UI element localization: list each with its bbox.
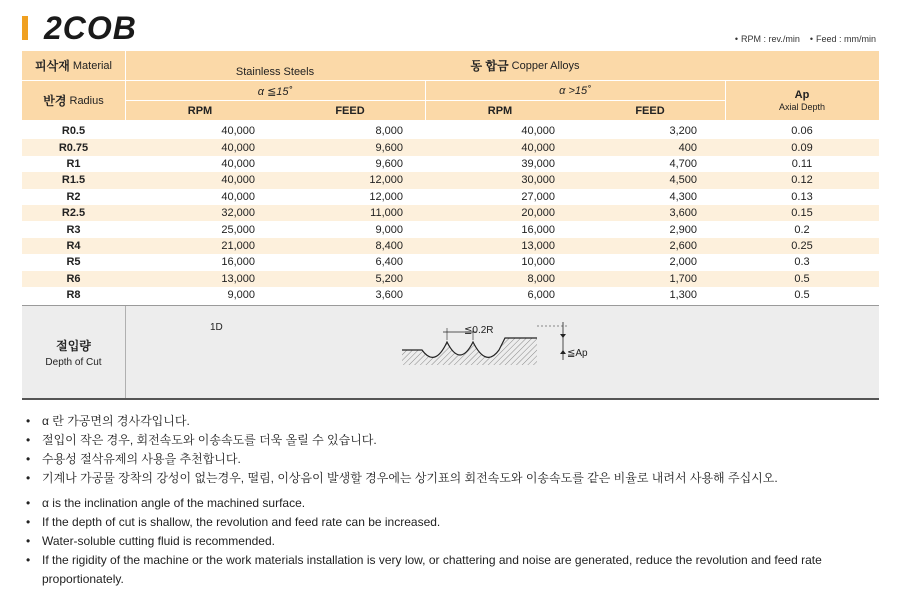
note-item: • If the rigidity of the machine or the work materials installation is very low, or chattering and noise are generated, reduce the revolution and feed rate proportionately. [24, 551, 884, 589]
radius-label-en: Radius [69, 94, 104, 107]
copper-header [425, 51, 625, 80]
material-label-ko: 피삭재 [35, 59, 70, 73]
cell-ap-value: 0.3 [794, 256, 810, 269]
ap-header [725, 81, 879, 120]
depth-of-cut-section [22, 305, 879, 400]
cell-feed-copper: 3,200 [669, 125, 697, 138]
angle-gt-header: α >15˚ [559, 85, 591, 97]
copper-label-en: Copper Alloys [511, 59, 580, 72]
rpm-header-2: RPM [487, 104, 513, 117]
cell-feed-copper: 4,700 [669, 157, 697, 170]
cell-feed-stainless: 3,600 [375, 289, 403, 302]
cell-feed-stainless: 12,000 [369, 174, 403, 187]
table-row [22, 123, 879, 139]
cell-rpm-copper: 27,000 [521, 190, 555, 203]
cell-feed-copper: 2,900 [669, 223, 697, 236]
radius-header [22, 81, 125, 120]
cell-rpm-stainless: 40,000 [221, 174, 255, 187]
cell-radius: R5 [66, 256, 81, 269]
dim-r-label: ≦0.2R [464, 325, 494, 336]
cell-rpm-stainless: 21,000 [221, 239, 255, 252]
table-row [22, 254, 879, 270]
note-item: • If the depth of cut is shallow, the revolution and feed rate can be increased. [24, 513, 884, 532]
cell-rpm-stainless: 13,000 [221, 272, 255, 285]
cell-feed-copper: 1,300 [669, 289, 697, 302]
cell-radius: R0.75 [58, 141, 89, 154]
stainless-header: Stainless Steels [235, 65, 315, 78]
units-legend [735, 34, 876, 44]
ap-sub-label: Axial Depth [778, 102, 826, 112]
table-row [22, 221, 879, 237]
cell-rpm-copper: 10,000 [521, 256, 555, 269]
cell-feed-stainless: 11,000 [370, 207, 403, 220]
cell-ap-value: 0.25 [791, 239, 813, 252]
table-row [22, 287, 879, 303]
cell-rpm-stainless: 16,000 [221, 256, 255, 269]
header-row-columns [22, 81, 879, 120]
cell-ap-value: 0.5 [794, 289, 810, 302]
cell-rpm-stainless: 32,000 [221, 207, 255, 220]
tag-1d: 1D [210, 322, 223, 333]
cell-radius: R3 [66, 223, 81, 236]
cell-rpm-copper: 13,000 [521, 239, 555, 252]
header-row-material [22, 51, 879, 81]
cell-ap-value: 0.5 [794, 272, 810, 285]
rpm-unit: • RPM : rev./min [735, 34, 800, 44]
table-row [22, 271, 879, 287]
cell-feed-stainless: 5,200 [375, 272, 403, 285]
cell-radius: R1 [66, 157, 81, 170]
cell-radius: R0.5 [61, 125, 86, 138]
table-row [22, 156, 879, 172]
cell-rpm-copper: 39,000 [521, 157, 555, 170]
rpm-header-1: RPM [187, 104, 213, 117]
cell-feed-stainless: 8,000 [375, 125, 403, 138]
table-row [22, 139, 879, 155]
cell-feed-copper: 4,300 [669, 190, 697, 203]
table-row [22, 189, 879, 205]
cell-feed-stainless: 9,600 [375, 157, 403, 170]
cell-rpm-copper: 20,000 [521, 207, 555, 220]
feed-header-2: FEED [635, 104, 665, 117]
cell-rpm-copper: 6,000 [527, 289, 555, 302]
cell-rpm-stainless: 40,000 [221, 125, 255, 138]
cell-rpm-copper: 8,000 [527, 272, 555, 285]
cell-rpm-stainless: 9,000 [227, 289, 255, 302]
cell-ap-value: 0.15 [791, 207, 813, 220]
cell-ap-value: 0.12 [791, 174, 813, 187]
cell-rpm-stainless: 25,000 [221, 223, 255, 236]
cell-feed-copper: 3,600 [669, 207, 697, 220]
cell-rpm-stainless: 40,000 [221, 141, 255, 154]
note-item: • 수용성 절삭유제의 사용을 추천합니다. [24, 450, 884, 469]
cell-ap-value: 0.13 [791, 190, 813, 203]
note-item: • 기계나 가공물 장착의 강성이 없는경우, 떨림, 이상음이 발생할 경우에는 상기표의 회전속도와 이송속도를 같은 비율로 내려서 사용해 주십시오. [24, 469, 884, 488]
depth-of-cut-label [22, 306, 126, 398]
cell-ap-value: 0.06 [791, 125, 813, 138]
depth-of-cut-en: Depth of Cut [45, 356, 102, 368]
cell-ap-value: 0.09 [791, 141, 813, 154]
note-item: • Water-soluble cutting fluid is recommended. [24, 532, 884, 551]
cell-rpm-copper: 40,000 [521, 141, 555, 154]
cell-feed-stainless: 9,000 [375, 223, 403, 236]
notes-korean [24, 412, 884, 488]
cell-rpm-copper: 30,000 [521, 174, 555, 187]
cell-radius: R6 [66, 272, 81, 285]
cell-radius: R4 [66, 239, 81, 252]
radius-label-ko: 반경 [43, 94, 67, 108]
cell-rpm-stainless: 40,000 [221, 157, 255, 170]
notes [24, 412, 884, 589]
cell-feed-stainless: 6,400 [375, 256, 403, 269]
cell-ap-value: 0.11 [791, 157, 813, 170]
cell-ap-value: 0.2 [794, 223, 810, 236]
cell-feed-copper: 400 [678, 141, 697, 154]
cell-radius: R2.5 [61, 207, 86, 220]
material-label-en: Material [72, 59, 112, 72]
table-row [22, 238, 879, 254]
cell-rpm-copper: 16,000 [521, 223, 555, 236]
material-header [22, 51, 125, 80]
cell-feed-stainless: 12,000 [369, 190, 403, 203]
table-row [22, 172, 879, 188]
cell-feed-stainless: 8,400 [375, 239, 403, 252]
note-item: • α is the inclination angle of the machined surface. [24, 494, 884, 513]
copper-label-ko: 동 합금 [470, 59, 509, 73]
cell-rpm-stainless: 40,000 [221, 190, 255, 203]
table-row [22, 205, 879, 221]
ap-label: Ap [794, 89, 810, 101]
notes-english [24, 494, 884, 589]
note-item: • 절입이 작은 경우, 회전속도와 이송속도를 더욱 올릴 수 있습니다. [24, 431, 884, 450]
feed-unit: • Feed : mm/min [810, 34, 876, 44]
cell-radius: R8 [66, 289, 81, 302]
cell-radius: R1.5 [61, 174, 86, 187]
cell-feed-copper: 2,000 [669, 256, 697, 269]
cell-radius: R2 [66, 190, 81, 203]
cell-feed-copper: 2,600 [669, 239, 697, 252]
note-item: • α 란 가공면의 경사각입니다. [24, 412, 884, 431]
page-title: 2COB [44, 10, 137, 46]
feed-header-1: FEED [335, 104, 365, 117]
cell-feed-copper: 1,700 [669, 272, 697, 285]
angle-le-header: α ≦15˚ [257, 85, 293, 98]
cutting-conditions-table [22, 51, 879, 397]
title-accent-bar [22, 16, 28, 40]
depth-of-cut-ko: 절입량 [56, 338, 91, 353]
cell-feed-stainless: 9,600 [375, 141, 403, 154]
dim-ap-label: ≦Ap [567, 348, 588, 359]
cell-rpm-copper: 40,000 [521, 125, 555, 138]
cell-feed-copper: 4,500 [669, 174, 697, 187]
